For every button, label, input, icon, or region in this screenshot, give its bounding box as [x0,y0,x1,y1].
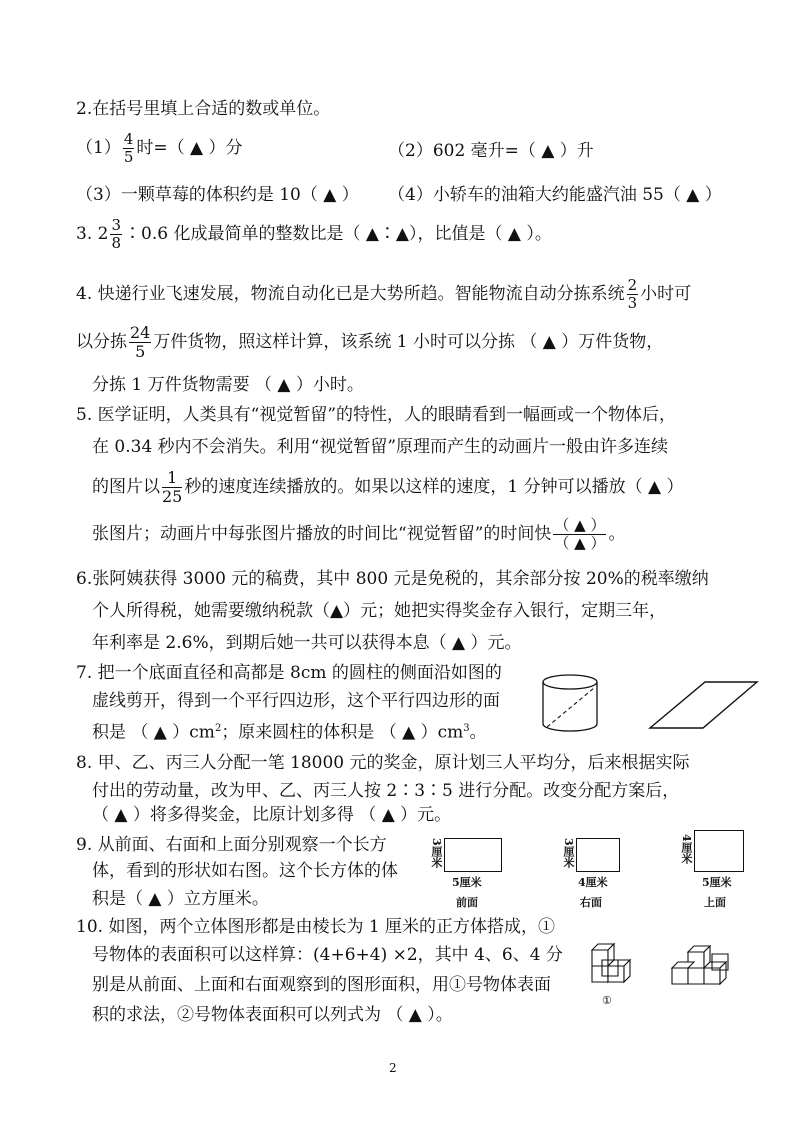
front-caption: 前面 [456,896,478,909]
q4-line1: 4. 快递行业飞速发展，物流自动化已是大势所趋。智能物流自动分拣系统 $\frac{2}{3}$ 小时可 [76,276,692,312]
q10-line3: 别是从前面、上面和右面观察到的图形面积，用①号物体表面 [92,975,551,995]
figure-1 [592,944,630,982]
q5-line2: 在 0.34 秒内不会消失。利用“视觉暂留”原理而产生的动画片一般由许多连续 [92,437,669,457]
fraction: $\frac{1}{25}$ [162,468,183,506]
page-number: 2 [389,1061,397,1075]
q5-line1: 5. 医学证明，人类具有“视觉暂留”的特性，人的眼睛看到一幅画或一个物体后， [76,405,677,425]
fraction: $\frac{24}{5}$ [130,323,151,361]
right-rect [576,838,620,872]
q10-line2: 号物体的表面积可以这样算：(4+6+4) ×2，其中 4、6、4 分 [92,945,563,965]
right-width-label: 4厘米 [578,876,608,889]
fraction: $\frac{3}{8}$ [111,216,121,252]
fraction: $\frac{( ▲ )}{( ▲ )}$ [554,516,606,552]
q9-line1: 9. 从前面、右面和上面分别观察一个长方 [76,835,387,855]
fraction: $\frac{4}{5}$ [123,130,134,166]
cylinder-figure [540,672,760,734]
q6-line2: 个人所得税，她需要缴纳税款（▲）元；她把实得奖金存入银行，定期三年， [92,601,667,621]
q4-line2: 以分拣 $\frac{24}{5}$ 万件货物，照这样计算，该系统 1 小时可以分拣 （ ▲ ）万件货物， [76,323,664,361]
figure-2 [672,946,728,984]
q7-line2: 虚线剪开，得到一个平行四边形，这个平行四边形的面 [92,691,500,711]
q3: 3. 2 $\frac{3}{8}$ ∶0.6 化成最简单的整数比是（ ▲∶▲），比值是（ ▲ ）。 [76,216,552,252]
top-rect [694,830,744,872]
right-height-label: 3厘米 [562,838,575,868]
front-rect [444,838,502,872]
q2-title: 2.在括号里填上合适的数或单位。 [76,99,331,119]
q7-line1: 7. 把一个底面直径和高都是 8cm 的圆柱的侧面沿如图的 [76,663,502,683]
q10-line1: 10. 如图，两个立体图形都是由棱长为 1 厘米的正方体搭成，① [76,917,556,937]
cube-figures [588,930,748,1010]
q8-line3: （ ▲ ）将多得奖金，比原计划多得 （ ▲ ）元。 [92,805,452,825]
q7-line3: 积是 （ ▲ ）$cm^2$；原来圆柱的体积是 （ ▲ ）$cm^3$。 [92,722,487,743]
q2-part2: （2）602 毫升=（ ▲ ）升 [388,141,594,161]
right-caption: 右面 [580,896,602,909]
front-height-label: 3厘米 [430,838,443,868]
top-width-label: 5厘米 [702,876,732,889]
figure-1-label: ① [602,994,612,1007]
q9-line2: 体，看到的形状如右图。这个长方体的体 [92,861,398,881]
q4-line3: 分拣 1 万件货物需要 （ ▲ ）小时。 [92,375,364,395]
q8-line1: 8. 甲、乙、丙三人分配一笔 18000 元的奖金，原计划三人平均分，后来根据实际 [76,753,690,773]
q5-line3: 的图片以 $\frac{1}{25}$ 秒的速度连续播放的。如果以这样的速度，1 分钟可以播放（ ▲ ） [92,468,684,506]
front-width-label: 5厘米 [452,876,482,889]
q6-line3: 年利率是 2.6%，到期后她一共可以获得本息（ ▲ ）元。 [92,633,522,653]
q2-part3: （3）一颗草莓的体积约是 10（ ▲ ） [76,185,359,205]
top-caption: 上面 [704,896,726,909]
q2-part4: （4）小轿车的油箱大约能盛汽油 55（ ▲ ） [388,185,722,205]
q9-line3: 积是（ ▲ ）立方厘米。 [92,889,269,909]
q8-line2: 付出的劳动量，改为甲、乙、丙三人按 2∶3∶5 进行分配。改变分配方案后， [92,781,680,801]
q10-line4: 积的求法，②号物体表面积可以列式为 （ ▲ ）。 [92,1005,453,1025]
q2-part1: （1） $\frac{4}{5}$ 时=（ ▲ ）分 [76,130,243,166]
q6-line1: 6.张阿姨获得 3000 元的稿费，其中 800 元是免税的，其余部分按 20%的税率缴纳 [76,569,709,589]
parallelogram [650,682,757,728]
top-height-label: 4厘米 [680,834,693,864]
fraction: $\frac{2}{3}$ [627,276,638,312]
q5-line4: 张图片；动画片中每张图片播放的时间比“视觉暂留”的时间快 $\frac{( ▲ )}{( ▲ )}$ 。 [92,516,626,552]
